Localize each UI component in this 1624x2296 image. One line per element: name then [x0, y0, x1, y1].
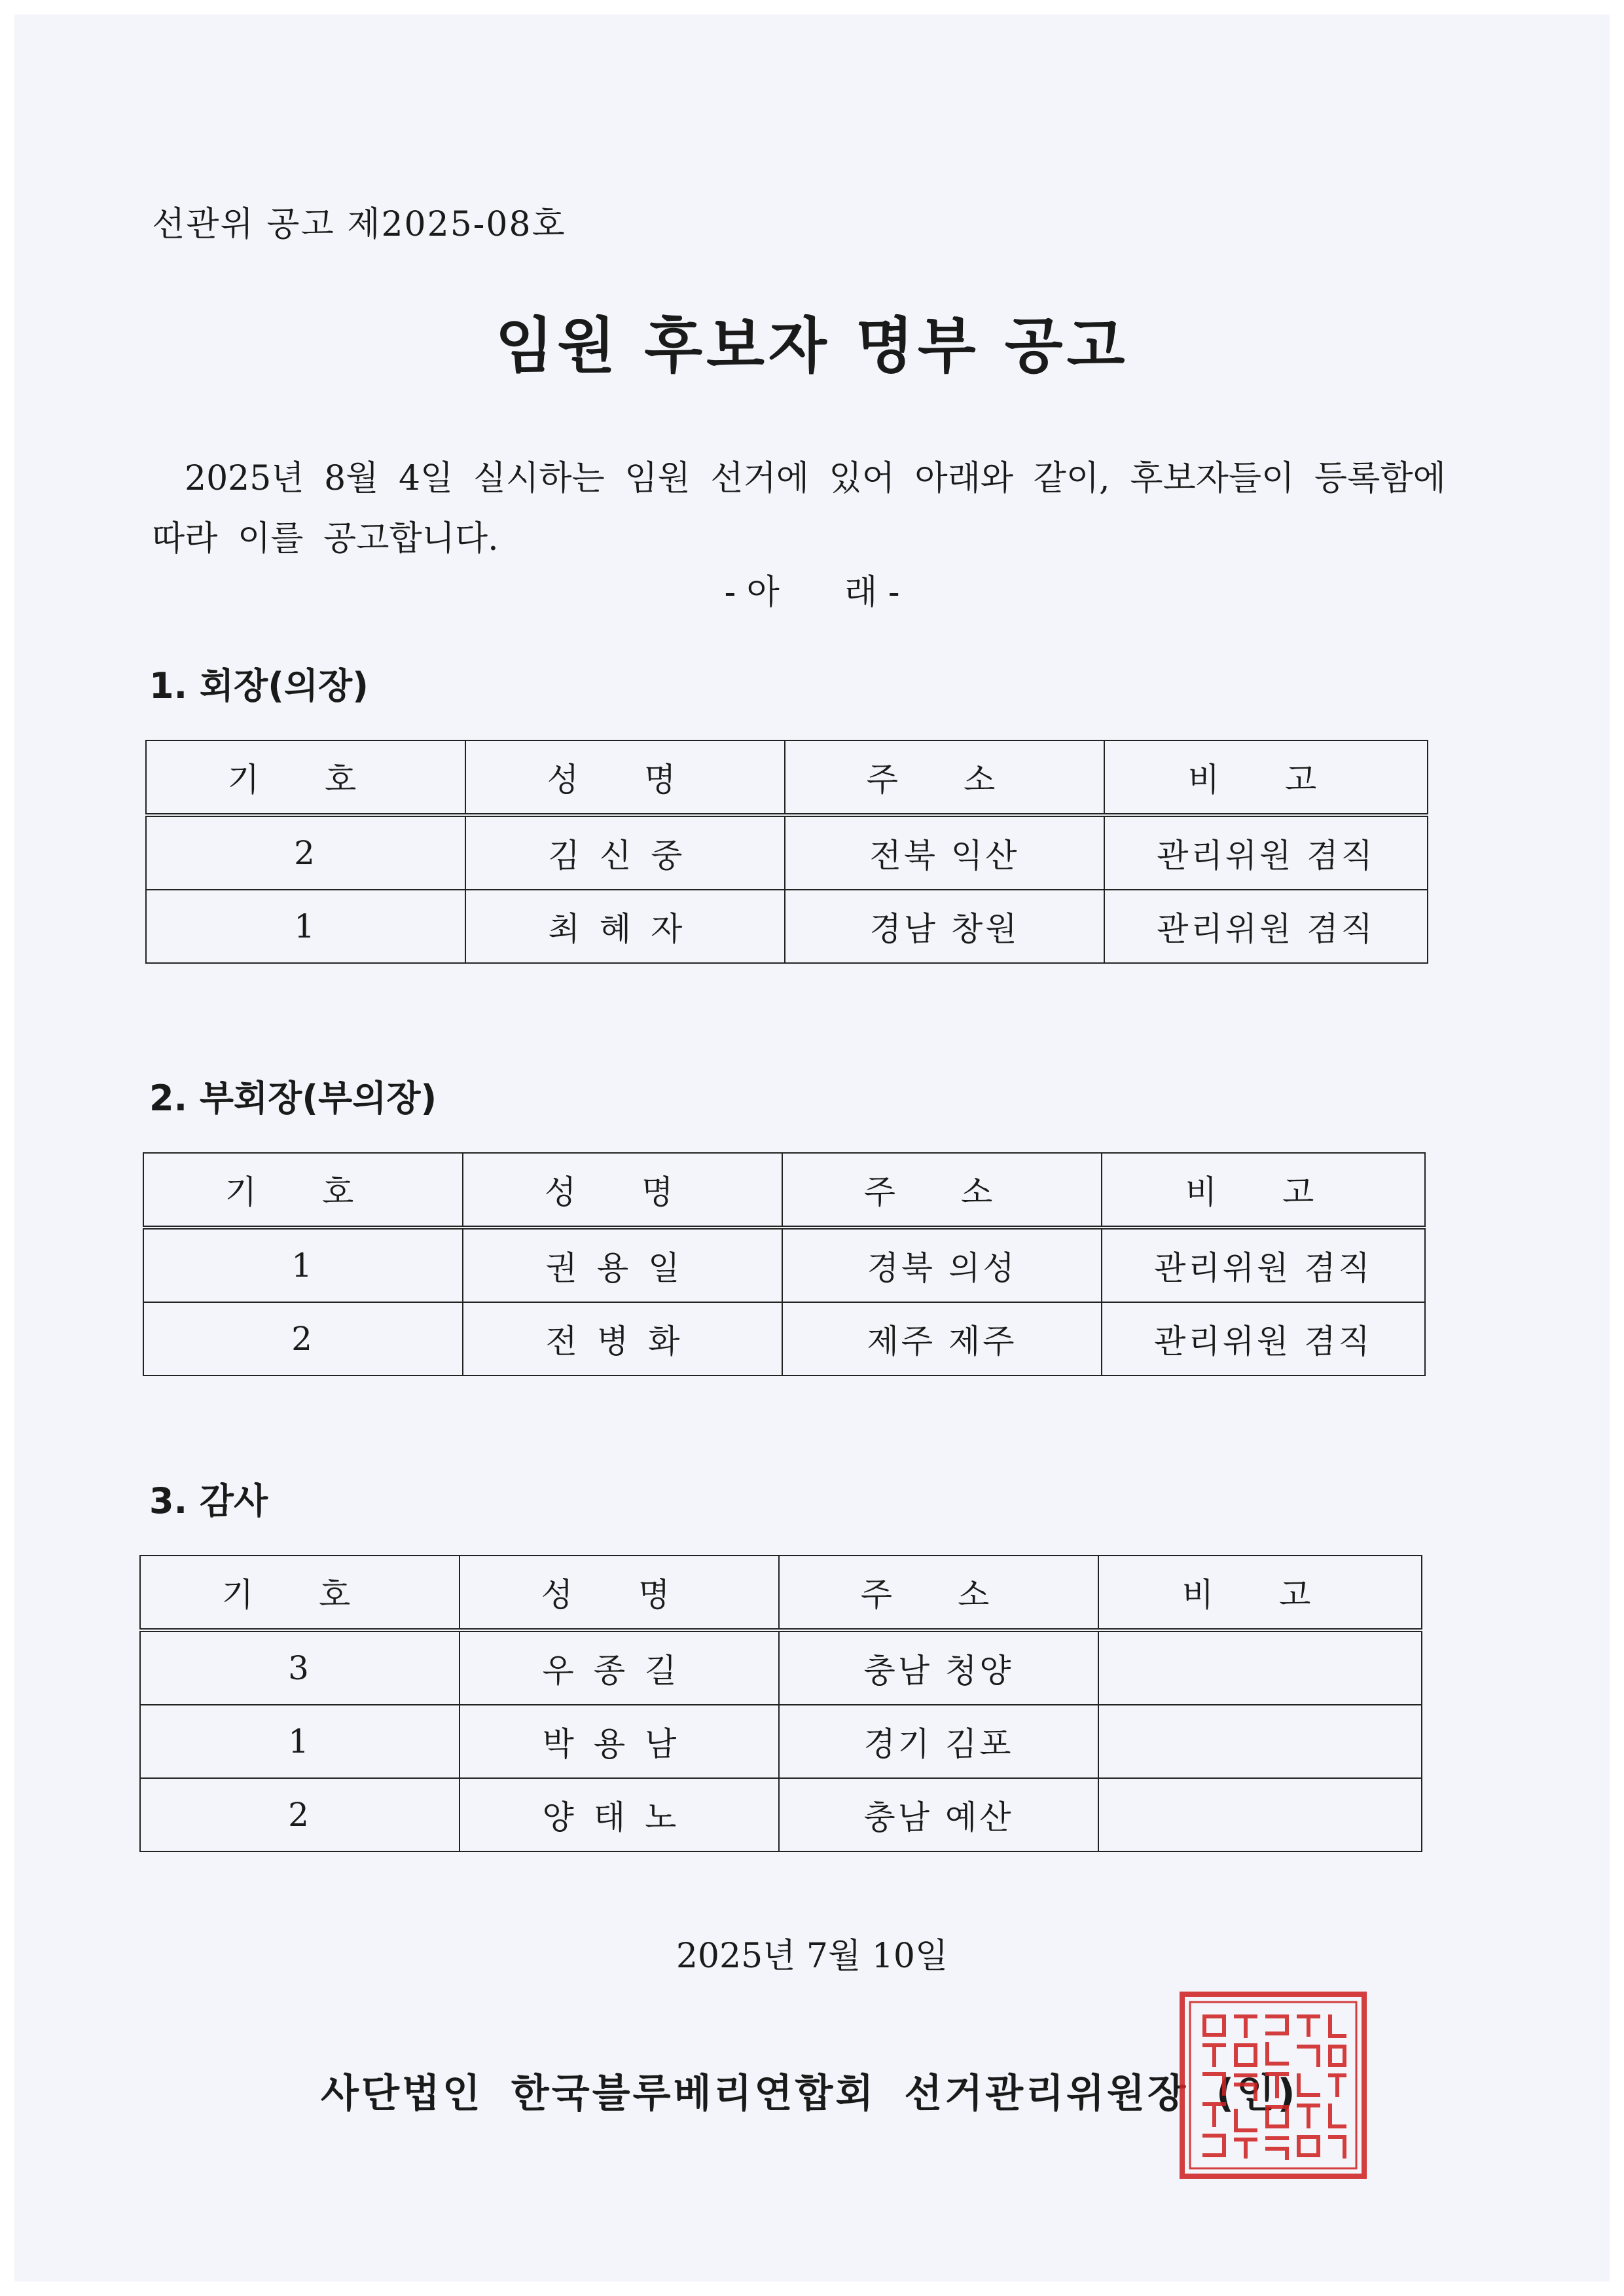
- header-number: 기 호: [143, 1153, 463, 1228]
- table-header-row: [140, 1556, 1422, 1630]
- candidate-number: 2: [146, 815, 465, 890]
- candidate-address: 경기 김포: [779, 1705, 1098, 1778]
- candidate-table-vice-president: [143, 1152, 1426, 1376]
- candidate-number: 1: [143, 1228, 463, 1302]
- header-name: 성 명: [463, 1153, 782, 1228]
- table-row: [140, 1705, 1422, 1778]
- table-row: [143, 1228, 1425, 1302]
- candidate-name: 우종길: [460, 1630, 779, 1705]
- header-note: 비 고: [1104, 740, 1428, 815]
- candidate-name: 전병화: [463, 1302, 782, 1376]
- candidate-table-president: [145, 740, 1428, 964]
- candidate-name: 양태노: [460, 1778, 779, 1851]
- candidate-number: 1: [146, 890, 465, 963]
- candidate-note: [1098, 1630, 1422, 1705]
- header-number: 기 호: [146, 740, 465, 815]
- header-address: 주 소: [782, 1153, 1102, 1228]
- candidate-note: 관리위원 겸직: [1104, 890, 1428, 963]
- candidate-note: 관리위원 겸직: [1102, 1228, 1425, 1302]
- candidate-address: 충남 예산: [779, 1778, 1098, 1851]
- section-heading-vice-president: 2. 부회장(부의장): [149, 1078, 437, 1119]
- candidate-address: 충남 청양: [779, 1630, 1098, 1705]
- candidate-note: 관리위원 겸직: [1104, 815, 1428, 890]
- candidate-number: 2: [140, 1778, 460, 1851]
- table-row: [140, 1778, 1422, 1851]
- section-heading-president: 1. 회장(의장): [149, 665, 369, 706]
- below-marker: - 아 래 -: [724, 573, 900, 612]
- header-note: 비 고: [1098, 1556, 1422, 1630]
- header-number: 기 호: [140, 1556, 460, 1630]
- header-name: 성 명: [460, 1556, 779, 1630]
- candidate-table-auditor: [139, 1555, 1422, 1852]
- document-title: 임원 후보자 명부 공고: [495, 311, 1129, 381]
- candidate-number: 3: [140, 1630, 460, 1705]
- table-row: [143, 1302, 1425, 1376]
- candidate-address: 경북 의성: [782, 1228, 1102, 1302]
- intro-paragraph: 2025년 8월 4일 실시하는 임원 선거에 있어 아래와 같이, 후보자들이 등록함에 따라 이를 공고합니다.: [152, 459, 1446, 558]
- announcement-date: 2025년 7월 10일: [676, 1937, 948, 1976]
- candidate-number: 1: [140, 1705, 460, 1778]
- candidate-address: 전북 익산: [785, 815, 1104, 890]
- candidate-address: 경남 창원: [785, 890, 1104, 963]
- table-row: [140, 1630, 1422, 1705]
- candidate-name: 김신중: [465, 815, 785, 890]
- candidate-name: 권용일: [463, 1228, 782, 1302]
- header-address: 주 소: [779, 1556, 1098, 1630]
- header-note: 비 고: [1102, 1153, 1425, 1228]
- table-row: [146, 890, 1428, 963]
- section-heading-auditor: 3. 감사: [149, 1480, 268, 1522]
- candidate-name: 최혜자: [465, 890, 785, 963]
- table-header-row: [143, 1153, 1425, 1228]
- signature-line: 사단법인 한국블루베리연합회 선거관리위원장 (인): [321, 2071, 1298, 2117]
- official-seal-icon: [1178, 1990, 1368, 2180]
- header-name: 성 명: [465, 740, 785, 815]
- header-address: 주 소: [785, 740, 1104, 815]
- candidate-note: [1098, 1705, 1422, 1778]
- candidate-name: 박용남: [460, 1705, 779, 1778]
- table-header-row: [146, 740, 1428, 815]
- candidate-note: [1098, 1778, 1422, 1851]
- candidate-address: 제주 제주: [782, 1302, 1102, 1376]
- table-row: [146, 815, 1428, 890]
- candidate-note: 관리위원 겸직: [1102, 1302, 1425, 1376]
- notice-number: 선관위 공고 제2025-08호: [152, 205, 566, 244]
- candidate-number: 2: [143, 1302, 463, 1376]
